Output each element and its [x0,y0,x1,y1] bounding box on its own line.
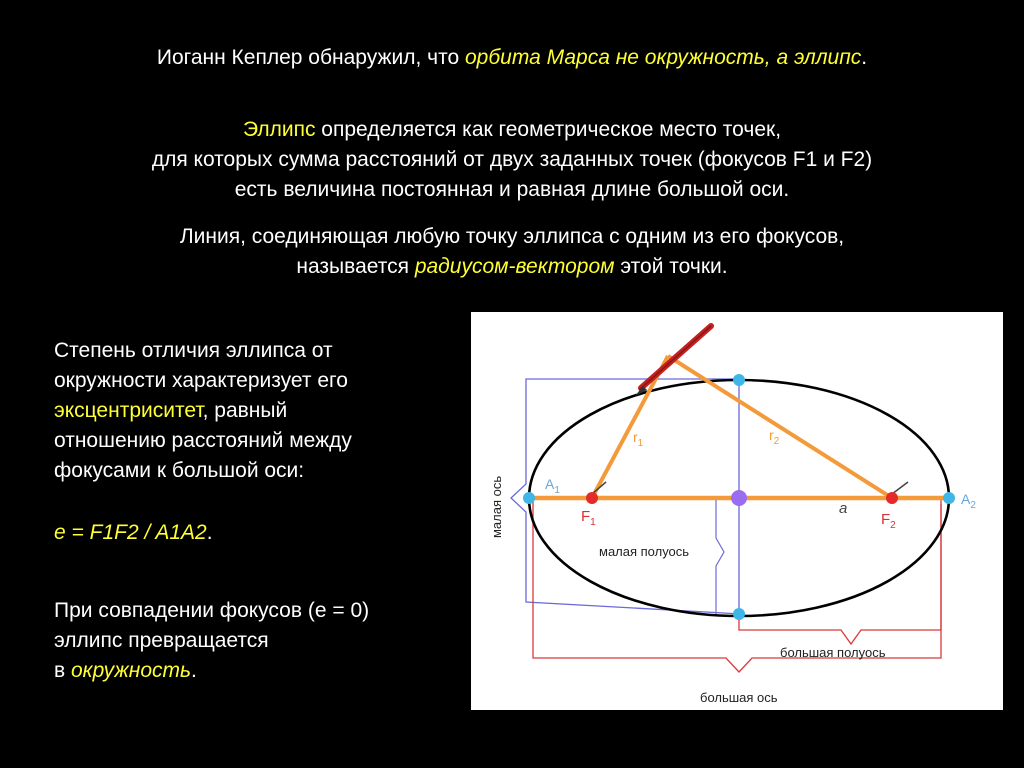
eccentricity-text: , равный [202,399,288,422]
radius-vector-line-2 [0,252,1024,282]
label-semi-minor: малая полуось [599,544,690,559]
circle-term: окружность [71,659,192,682]
circle-case-line-2: эллипс превращается [54,629,269,652]
label-a1: $A_1$ [545,476,560,496]
label-r2: $r_2$ [769,427,780,447]
circle-case-line-1: При совпадении фокусов (e = 0) [54,599,370,622]
radius-vector-end: этой точки. [614,255,728,278]
focus-f2 [886,492,898,504]
center-point [731,490,747,506]
eccentricity-term: эксцентриситет [54,399,203,422]
formula-end: . [206,521,213,544]
formula-text: e = F1F2 / A1A2 [54,521,207,544]
vertex-top [733,374,745,386]
ellipse-diagram-svg [471,312,1003,710]
focus-f1 [586,492,598,504]
radius-vector-text: называется [296,255,415,278]
ellipse-term: Эллипс [242,118,316,141]
intro-highlight: орбита Марса не окружность, а эллипс [464,46,862,69]
eccentricity-formula [54,518,213,548]
label-r1: $r_1$ [633,429,644,449]
semi-minor-bracket [716,498,739,614]
label-f2: $F_2$ [881,511,896,531]
label-a2: $A_2$ [961,491,976,511]
label-minor-axis: малая ось [489,475,504,538]
vertex-a1 [523,492,535,504]
semi-major-bracket [739,504,941,644]
radius-vector-r2 [668,356,892,498]
circle-case-line-3 [54,656,197,686]
vertex-a2 [943,492,955,504]
label-semi-major: большая полуось [780,645,886,660]
eccentricity-line-1: Степень отличия эллипса от [54,339,333,362]
label-major-axis: большая ось [700,690,778,705]
definition-text-1: определяется как геометрическое место точек, [315,118,782,141]
intro-text: Иоганн Кеплер обнаружил, что [156,46,465,69]
focus-pin-2 [892,482,908,494]
eccentricity-line-2: окружности характеризует его [54,369,348,392]
definition-line-2: для которых сумма расстояний от двух заданных точек (фокусов F1 и F2) [151,148,873,171]
eccentricity-line-4: отношению расстояний между [54,429,352,452]
intro-end: . [861,46,868,69]
radius-vector-line-1: Линия, соединяющая любую точку эллипса с одним из его фокусов, [179,225,845,248]
radius-vector-term: радиусом-вектором [414,255,615,278]
circle-case-text: в [54,659,71,682]
label-f1: $F_1$ [581,508,596,528]
label-a: a [839,500,848,517]
eccentricity-line-3 [54,396,287,426]
eccentricity-line-5: фокусами к большой оси: [54,459,305,482]
definition-line-3: есть величина постоянная и равная длине большой оси. [234,178,790,201]
intro-line [0,43,1024,73]
vertex-bottom [733,608,745,620]
ellipse-diagram [471,312,1003,710]
circle-case-end: . [191,659,197,682]
definition-line-1 [0,115,1024,145]
